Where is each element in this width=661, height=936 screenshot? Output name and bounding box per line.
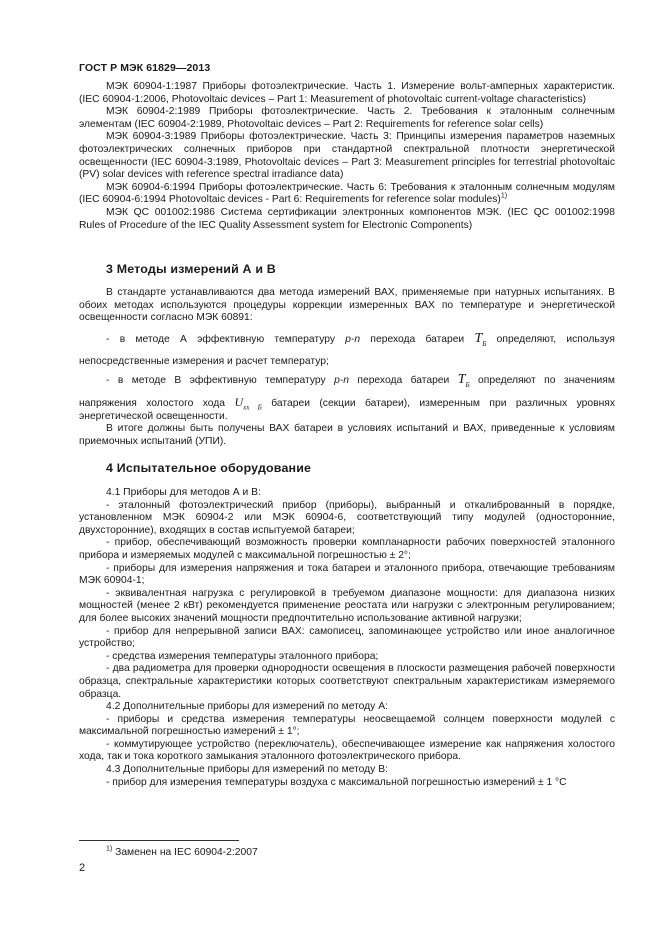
method-a-continuation: непосредственные измерения и расчет температур;: [79, 356, 329, 367]
ref-iec-60904-2: МЭК 60904-2:1989 Приборы фотоэлектрические. Часть 2. Требования к эталонным солнечным элементам (IEC 60904-2:1989, Photovoltaic devices – Part 2: Requirements for reference solar cells): [79, 106, 615, 130]
footnote-rule: [79, 840, 239, 841]
footnote: [106, 847, 258, 858]
section-4-paragraph: - прибор для непрерывной записи ВАХ: самописец, запоминающее устройство или иное аналогичное устройство;: [79, 625, 615, 650]
section-4-paragraph: - прибор для измерения температуры воздуха с максимальной погрешностью измерений ± 1 °C: [106, 776, 567, 788]
section-4-paragraph: - эквивалентная нагрузка с регулировкой в требуемом диапазоне мощности: для диапазона низких мощностей (менее 2 кВт) рекомендуется применение реостата или нагрузки с электронным регулированием; для более высоких значений мощности предпочтительно использование активной нагрузки;: [79, 587, 615, 624]
method-a-text-1: - в методе А эффективную температуру: [106, 334, 335, 345]
method-b-continuation: [79, 396, 615, 448]
section-4-body: [79, 487, 615, 789]
section-3-title: 3 Методы измерений А и В: [106, 262, 276, 276]
temperature-symbol: $T_Б$: [457, 372, 470, 389]
method-a-text-2: перехода батареи: [370, 334, 465, 345]
section-3-conclusion: В итоге должны быть получены ВАХ батареи в условиях испытаний и ВАХ, приведенные к условиям приемочных испытаний (УПИ).: [79, 423, 615, 447]
running-header: ГОСТ Р МЭК 61829—2013: [79, 62, 211, 74]
section-3-intro: [79, 287, 615, 325]
section-4-paragraph: - коммутирующее устройство (переключатель), обеспечивающее измерение как напряжения холостого хода, так и тока короткого замыкания эталонного фотоэлектрического прибора.: [79, 738, 615, 763]
section-4-paragraph: - эталонный фотоэлектрический прибор (приборы), выбранный и откалиброванный в порядке, установленном МЭК 60904-2 или МЭК 60904-6, соответствующий типу модулей (односторонние, двухсторонние), входящих в состав испытуемой батареи;: [79, 499, 615, 536]
section-4-paragraph: - два радиометра для проверки однородности освещения в плоскости размещения рабочей поверхности образца, спектральные характеристики которых соответствуют спектральным характеристикам измеряемого образца.: [79, 663, 615, 700]
ref-iec-qc-001002: МЭК QC 001002:1986 Система сертификации электронных компонентов МЭК. (IEC QC 001002:1998 Rules of Procedure of the IEC Quality Assessment system for Electronic Components): [79, 206, 615, 231]
ref-iec-60904-1: МЭК 60904-1:1987 Приборы фотоэлектрические. Часть 1. Измерение вольт-амперных характеристик. (IEC 60904-1:2006, Photovoltaic devices – Part 1: Measurement of photovoltaic current-voltage characteristics): [79, 81, 615, 105]
method-b-text-3: определяют по значениям: [478, 375, 615, 386]
section-4-paragraph: - прибор, обеспечивающий возможность проверки компланарности рабочих поверхностей эталонного прибора и измеряемых модулей с максимальной погрешностью ± 2°;: [79, 537, 615, 561]
section-4-paragraph: - приборы и средства измерения температуры неосвещаемой солнцем поверхности модулей с максимальной погрешностью измерений ± 1°;: [79, 713, 615, 738]
method-a-item: [79, 332, 615, 346]
section-4-paragraph: - приборы для измерения напряжения и тока батареи и эталонного прибора, отвечающие требованиям МЭК 60904-1;: [79, 562, 615, 587]
method-b-cont-para: напряжения холостого хода $U_{xx Б}$ батареи (секции батареи), измеренным при различных уровнях энергетической освещенности.: [79, 395, 615, 422]
ref-iec-60904-6: [79, 182, 615, 207]
voltage-symbol: $U_{xx Б}$: [234, 395, 262, 412]
pn-symbol: p-n: [334, 375, 349, 386]
section-4-paragraph: - средства измерения температуры эталонного прибора;: [106, 650, 379, 662]
normative-references: [79, 81, 615, 232]
section-4-title: 4 Испытательное оборудование: [106, 461, 312, 475]
footnote-mark: 1): [500, 192, 508, 200]
footnote-number: 1): [106, 845, 113, 853]
section-4-paragraph: 4.1 Приборы для методов А и В:: [106, 487, 261, 498]
method-a-text-3: определяют, используя: [496, 334, 615, 345]
method-b-text-1: - в методе В эффективную температуру: [106, 375, 326, 386]
temperature-symbol: $T_Б$: [474, 331, 487, 348]
pn-symbol: p-n: [345, 334, 361, 345]
page-number: 2: [79, 862, 86, 874]
method-b-text-2: перехода батареи: [357, 375, 450, 386]
ref-iec-60904-6-text: МЭК 60904-6:1994 Приборы фотоэлектрические. Часть 6: Требования к эталонным солнечным модулям (IEC 60904-6:1994 Photovoltaic devices - Part 6: Requirements for reference solar modules): [79, 181, 615, 206]
section-4-paragraph: 4.2 Дополнительные приборы для измерений по методу А:: [106, 701, 388, 713]
footnote-text: Заменен на IEC 60904-2:2007: [115, 847, 258, 858]
method-b-item: [79, 373, 615, 387]
section-4-paragraph: 4.3 Дополнительные приборы для измерений по методу В:: [106, 764, 388, 776]
section-3-paragraph: В стандарте устанавливаются два метода измерений ВАХ, применяемые при натурных испытаниях. В обоих методах используются процедуры коррекции измеренных ВАХ по температуре и энергетической освещенности согласно МЭК 60891:: [79, 287, 615, 324]
ref-iec-60904-3: МЭК 60904-3:1989 Приборы фотоэлектрические. Часть 3: Принципы измерения параметров наземных фотоэлектрических солнечных приборов при стандартной спектральной плотности энергетической освещенности (IEC 60904-3:1989, Photovoltaic devices – Part 3: Measurement principles for terrestrial photovoltaic (PV) solar devices with reference spectral irradiance data): [79, 131, 615, 181]
